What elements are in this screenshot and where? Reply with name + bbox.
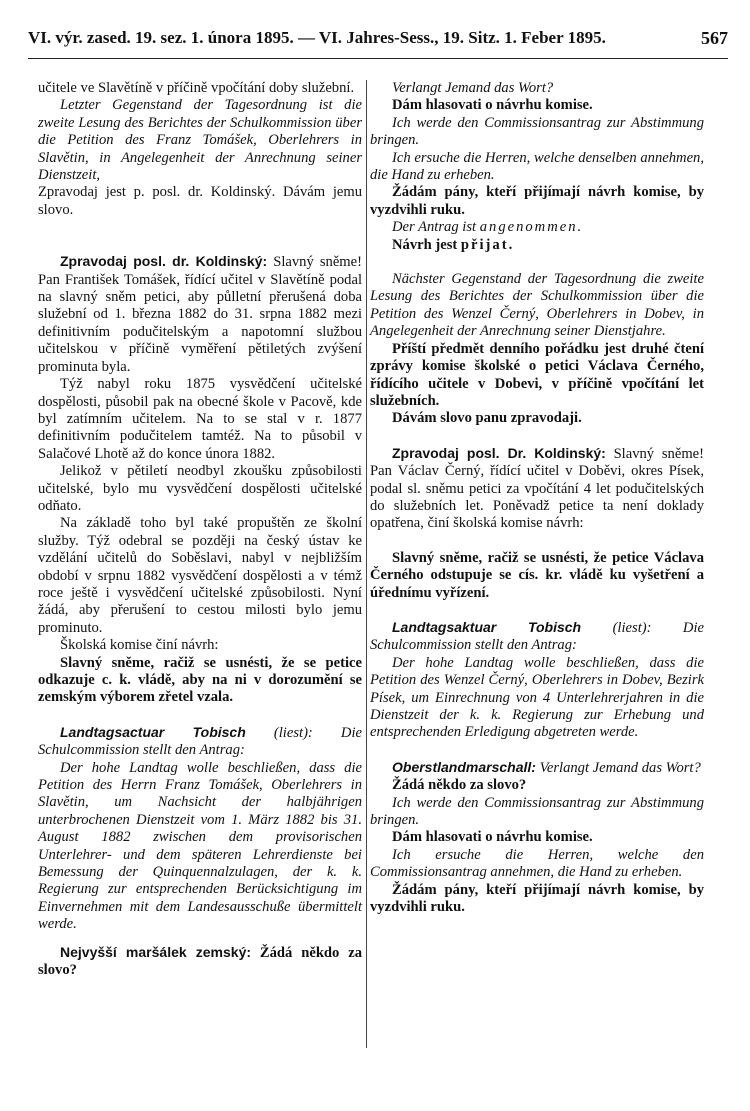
- paragraph-german: Letzter Gegenstand der Tagesordnung ist die zweite Lesung des Berichtes der Schulkommission über die Petition des Franz Tomášek, Oberlehrers in Slavětin, in Angelegenheit der Anrechnung seiner Dienstzeit,: [38, 97, 362, 184]
- speaker-name: Landtagsactuar Tobisch: [60, 723, 246, 740]
- speaker-paragraph: [38, 724, 362, 760]
- paragraph-german: Ich werde den Commissionsantrag zur Abstimmung bringen.: [370, 114, 704, 149]
- paragraph: Žádám pány, kteří přijímají návrh komise, by vyzdvihli ruku.: [370, 184, 704, 218]
- column-divider: [366, 80, 367, 1048]
- paragraph-german: Ich werde den Commissionsantrag zur Abstimmung bringen.: [370, 794, 704, 829]
- paragraph: Dám hlasovati o návrhu komise.: [392, 97, 593, 114]
- right-column: [370, 80, 704, 916]
- paragraph-german: Ich ersuche die Herren, welche den Commissionsantrag annehmen, die Hand zu erheben.: [370, 846, 704, 881]
- result-german: [370, 219, 704, 236]
- paragraph: Dám hlasovati o návrhu komise.: [392, 829, 593, 846]
- speech-text: (liest): Die Schulcommission stellt den Antrag:: [38, 724, 362, 759]
- page-number: 567: [701, 27, 728, 48]
- paragraph: Školská komise činí návrh:: [60, 637, 219, 654]
- speaker-name: Landtagsaktuar Tobisch: [392, 618, 582, 635]
- result-label: Návrh jest: [392, 236, 461, 253]
- result-czech: [370, 237, 704, 254]
- speaker-paragraph: [370, 445, 704, 533]
- speech-text: Slavný sněme! Pan František Tomášek, řídící učitel v Slavětíně podal na slavný sněm petici, aby půlletní přerušená doba služební od 1. března 1882 do 31. srpna 1882 mezi definitivním podučitelským a napotomní službou učitelskou v příčině vyměření pětiletých zvýšení prominuta byla.: [38, 254, 362, 375]
- speaker-paragraph: [370, 619, 704, 655]
- paragraph-german: Der hohe Landtag wolle beschließen, dass die Petition des Wenzel Černý, Oberlehrers in Dobev, Bezirk Písek, um Einrechnung von 4 Unterlehrerjahren in die Dienstzeit der k. k. Regierung zur Erhebung und entsprechenden Erledigung abgetreten werde.: [370, 654, 704, 741]
- speaker-name: Nejvyšší maršálek zemský:: [60, 943, 252, 960]
- paragraph: Žádá někdo za slovo?: [392, 777, 527, 794]
- paragraph: Jelikož v pětiletí neodbyl zkoušku způsobilosti učitelské, bylo mu vysvědčení dospělosti učitelské odňato.: [38, 463, 362, 514]
- paragraph-german: Verlangt Jemand das Wort?: [392, 80, 554, 96]
- result-value: angenommen.: [479, 219, 584, 236]
- paragraph: Týž nabyl roku 1875 vysvědčení učitelské dospělosti, působil pak na obecné škole v Pacově, kde byl zatímním učitelem. Na to se stal v r. 1877 definitivním podučitelem tamtéž. Na to působil v Salačové Lhotě až do konce února 1882.: [38, 376, 362, 462]
- speaker-paragraph: [38, 944, 362, 980]
- paragraph: Příští předmět denního pořádku jest druhé čtení zprávy komise školské o petici Václava Černého, řídícího učitele v Dobevi, v příčině vpočítání let služebních.: [370, 340, 704, 409]
- speaker-name: Zpravodaj posl. Dr. Koldinský:: [392, 444, 606, 461]
- paragraph-german: Ich ersuche die Herren, welche denselben annehmen, die Hand zu erheben.: [370, 149, 704, 184]
- paragraph-german: Nächster Gegenstand der Tagesordnung die zweite Lesung des Berichtes der Schulkommission über die Petition des Wenzel Černý, Oberlehrers in Dobev, in Angelegenheit der Anrechnung seiner Dienstjahre.: [370, 271, 704, 340]
- paragraph-german: Der hohe Landtag wolle beschließen, dass die Petition des Herrn Franz Tomášek, Oberlehrers in Slavětin, um Nachsicht der halbjährigen unterbrochenen Dienstzeit vom 1. März 1882 bis 31. August 1882 zwischen dem provisorischen Unterlehrer- und dem späteren Lehrerdienste bei Bemessung der Quinquennalzulagen, der k. k. Regierung zur entsprechenden Berücksichtigung im Einvernehmen mit dem Landesausschuße übermittelt werde.: [38, 759, 362, 933]
- header-title: VI. výr. zased. 19. sez. 1. února 1895. — VI. Jahres-Sess., 19. Sitz. 1. Feber 1895.: [28, 28, 606, 47]
- speech-text: Žádá někdo za slovo?: [38, 944, 362, 979]
- speaker-name: Zpravodaj posl. dr. Koldinský:: [60, 253, 268, 270]
- motion-text: Slavný sněme, račiž se usnésti, že se petice odkazuje c. k. vládě, aby na ni v dorozumění se zemským výborem zřetel vzala.: [38, 654, 362, 706]
- left-column: [38, 80, 362, 980]
- paragraph: učitele ve Slavětíně v příčině vpočítání doby služební.: [38, 80, 355, 96]
- result-value: přijat.: [460, 236, 515, 253]
- speaker-paragraph: [38, 253, 362, 376]
- paragraph: Na základě toho byl také propuštěn ze školní služby. Týž odebral se později na český ústav ke vzdělání učitelů do Soběslavi, nabyl v nejbližším období v srpnu 1882 vysvědčení dospělosti a v témž roce ještě i vysvědčení učitelské způsobilosti. Nyní žádá, aby přerušení to cestou milosti bylo jemu prominuto.: [38, 515, 362, 636]
- speech-text: Slavný sněme! Pan Václav Černý, řídící učitel v Doběvi, okres Písek, podal sl. sněmu petici za vpočítání 4 let podučitelských do služebních let. Poněvadž petice ta není doklady opatřena, činí školská komise návrh:: [370, 445, 705, 532]
- speaker-paragraph: [370, 759, 704, 777]
- paragraph: Žádám pány, kteří přijímají návrh komise, by vyzdvihli ruku.: [370, 881, 704, 916]
- speaker-name: Oberstlandmarschall:: [392, 758, 536, 775]
- running-header: [28, 18, 728, 59]
- motion-text: Slavný sněme, račiž se usnésti, že petice Václava Černého odstupuje se cís. kr. vládě ku vyšetření a úřednímu vyřízení.: [370, 549, 704, 601]
- paragraph: Zpravodaj jest p. posl. dr. Koldinský. Dávám jemu slovo.: [38, 184, 362, 218]
- speech-text: (liest): Die Schulcommission stellt den Antrag:: [370, 619, 704, 654]
- paragraph: Dávám slovo panu zpravodaji.: [392, 410, 582, 427]
- result-label: Der Antrag ist: [392, 219, 480, 236]
- speech-text: Verlangt Jemand das Wort?: [535, 759, 701, 776]
